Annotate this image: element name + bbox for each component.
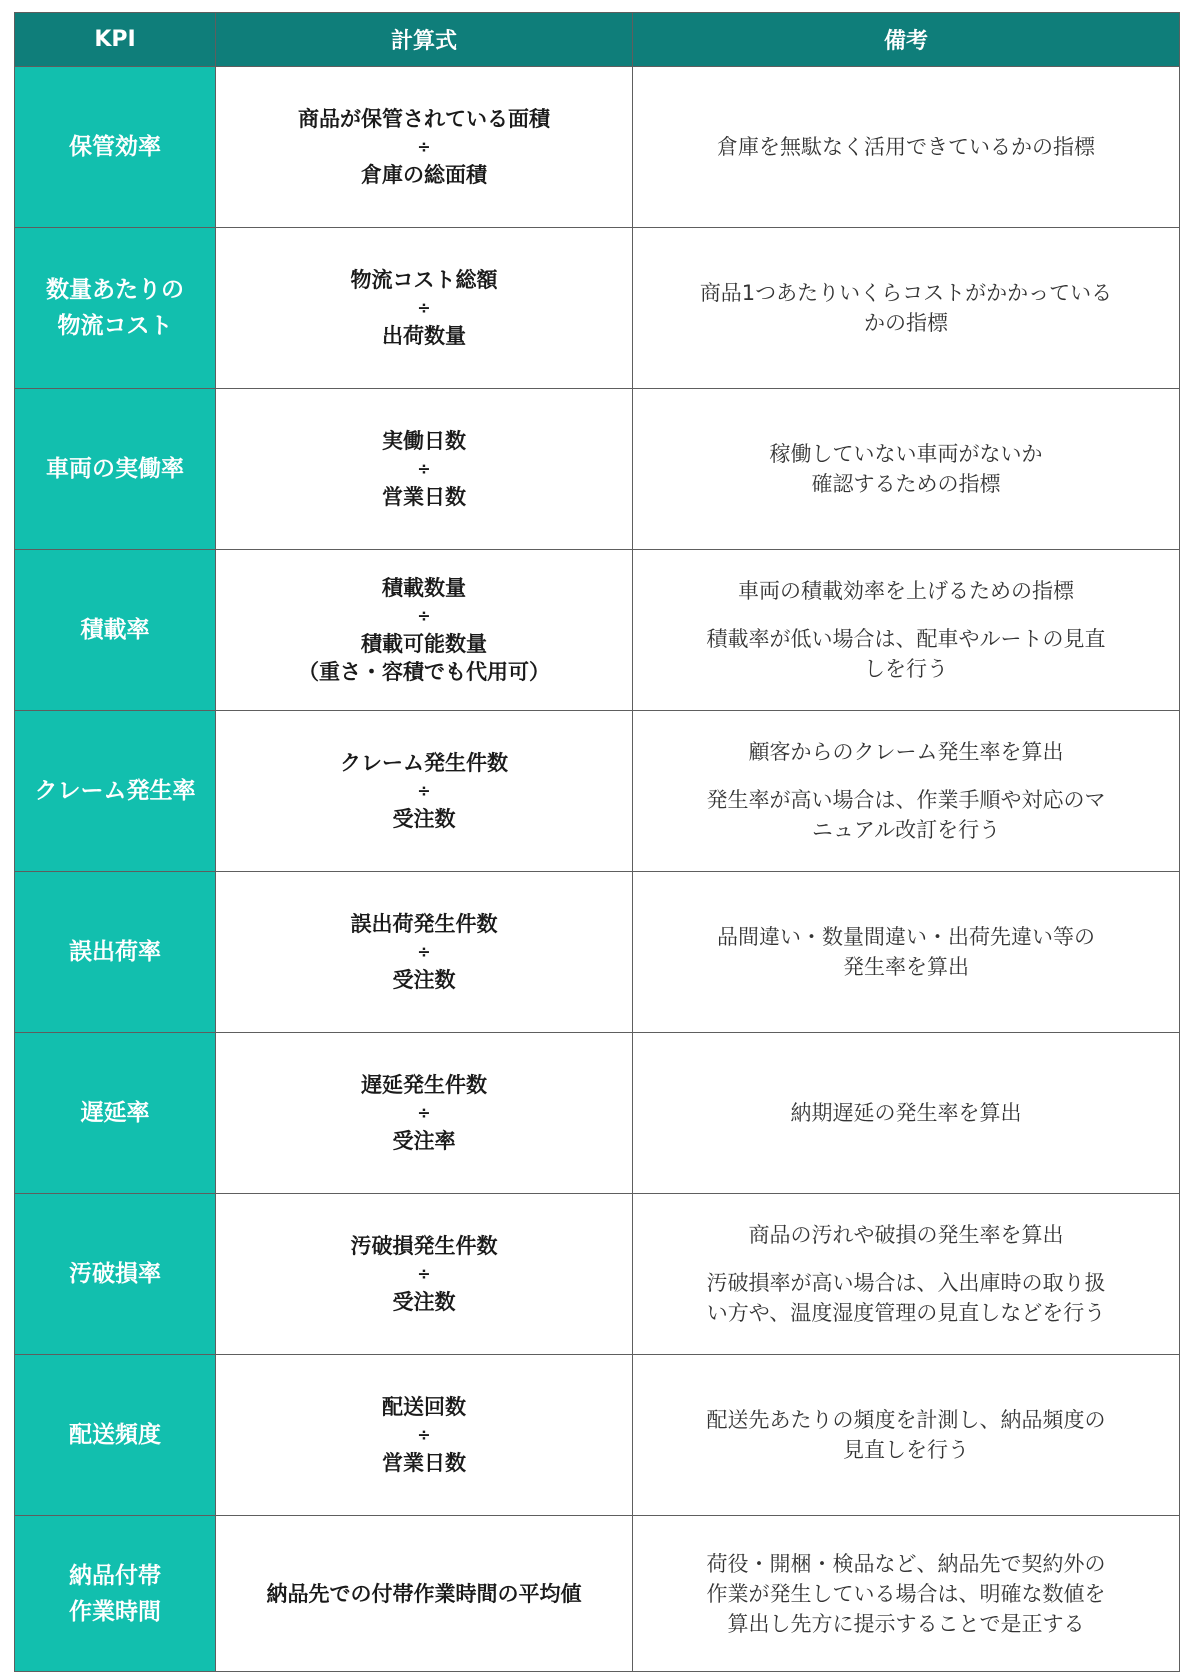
kpi-table — [14, 12, 1180, 1672]
note-paragraph: 荷役・開梱・検品など、納品先で契約外の 作業が発生している場合は、明確な数値を 算出し先方に提示することで是正する — [706, 1551, 1106, 1636]
kpi-name-cell: 積載率 — [15, 550, 216, 711]
table-row — [15, 872, 1180, 1033]
kpi-name-cell: 車両の実働率 — [15, 389, 216, 550]
divide-sign: ÷ — [417, 137, 431, 156]
kpi-name-cell: 遅延率 — [15, 1033, 216, 1194]
divide-sign: ÷ — [417, 1264, 431, 1283]
formula-denominator: 積載可能数量 （重さ・容積でも代用可） — [298, 632, 550, 684]
note-cell — [633, 1033, 1180, 1194]
table-row — [15, 550, 1180, 711]
formula-cell — [216, 711, 633, 872]
formula-numerator: 実働日数 — [382, 429, 466, 453]
formula-cell — [216, 1355, 633, 1516]
note-paragraph: 顧客からのクレーム発生率を算出 — [748, 740, 1064, 764]
divide-sign: ÷ — [417, 942, 431, 961]
divide-sign: ÷ — [417, 298, 431, 317]
kpi-name-cell: 配送頻度 — [15, 1355, 216, 1516]
note-cell — [633, 1516, 1180, 1672]
note-cell — [633, 67, 1180, 228]
note-paragraph: 車両の積載効率を上げるための指標 — [738, 579, 1074, 603]
kpi-name-cell: 誤出荷率 — [15, 872, 216, 1033]
formula-numerator: 汚破損発生件数 — [350, 1234, 498, 1258]
table-body — [15, 67, 1180, 1672]
kpi-name-cell: 数量あたりの 物流コスト — [15, 228, 216, 389]
divide-sign: ÷ — [417, 781, 431, 800]
table-row — [15, 1355, 1180, 1516]
note-cell — [633, 872, 1180, 1033]
formula-cell — [216, 872, 633, 1033]
table-row — [15, 1033, 1180, 1194]
formula-cell — [216, 228, 633, 389]
note-paragraph: 発生率が高い場合は、作業手順や対応のマ ニュアル改訂を行う — [706, 788, 1106, 842]
table-row — [15, 1516, 1180, 1672]
header-note: 備考 — [633, 13, 1180, 67]
formula-numerator: 物流コスト総額 — [350, 268, 498, 292]
formula-numerator: 配送回数 — [382, 1395, 466, 1419]
divide-sign: ÷ — [417, 1103, 431, 1122]
formula-denominator: 営業日数 — [382, 485, 466, 509]
note-cell — [633, 389, 1180, 550]
formula-numerator: 誤出荷発生件数 — [350, 912, 498, 936]
header-kpi: KPI — [15, 13, 216, 67]
note-paragraph: 汚破損率が高い場合は、入出庫時の取り扱 い方や、温度湿度管理の見直しなどを行う — [706, 1271, 1106, 1325]
kpi-name-cell: 納品付帯 作業時間 — [15, 1516, 216, 1672]
note-paragraph: 配送先あたりの頻度を計測し、納品頻度の 見直しを行う — [706, 1408, 1106, 1462]
table-row — [15, 1194, 1180, 1355]
formula-denominator: 受注数 — [392, 968, 456, 992]
formula-denominator: 受注数 — [392, 807, 456, 831]
note-cell — [633, 550, 1180, 711]
note-cell — [633, 711, 1180, 872]
formula-denominator: 受注率 — [392, 1129, 456, 1153]
divide-sign: ÷ — [417, 1425, 431, 1444]
table-row — [15, 389, 1180, 550]
formula-numerator: 納品先での付帯作業時間の平均値 — [266, 1581, 582, 1606]
note-cell — [633, 1355, 1180, 1516]
note-paragraph: 商品の汚れや破損の発生率を算出 — [748, 1223, 1064, 1247]
note-cell — [633, 1194, 1180, 1355]
formula-numerator: 商品が保管されている面積 — [298, 107, 550, 131]
note-paragraph: 稼働していない車両がないか 確認するための指標 — [769, 442, 1043, 496]
formula-cell — [216, 1033, 633, 1194]
formula-numerator: 積載数量 — [382, 576, 466, 600]
note-paragraph: 倉庫を無駄なく活用できているかの指標 — [717, 135, 1095, 159]
formula-denominator: 営業日数 — [382, 1451, 466, 1475]
formula-denominator: 倉庫の総面積 — [361, 163, 487, 187]
formula-numerator: 遅延発生件数 — [361, 1073, 487, 1097]
formula-cell — [216, 1194, 633, 1355]
note-cell — [633, 228, 1180, 389]
formula-cell — [216, 389, 633, 550]
formula-cell — [216, 67, 633, 228]
table-row — [15, 711, 1180, 872]
note-paragraph: 品間違い・数量間違い・出荷先違い等の 発生率を算出 — [717, 925, 1095, 979]
formula-numerator: クレーム発生件数 — [340, 751, 508, 775]
note-paragraph: 商品1つあたりいくらコストがかかっている かの指標 — [699, 281, 1113, 335]
kpi-name-cell: クレーム発生率 — [15, 711, 216, 872]
formula-denominator: 出荷数量 — [382, 324, 466, 348]
header-formula: 計算式 — [216, 13, 633, 67]
divide-sign: ÷ — [417, 606, 431, 625]
kpi-name-cell: 保管効率 — [15, 67, 216, 228]
table-header — [15, 13, 1180, 67]
note-paragraph: 積載率が低い場合は、配車やルートの見直 しを行う — [706, 627, 1106, 681]
table-row — [15, 228, 1180, 389]
divide-sign: ÷ — [417, 459, 431, 478]
note-paragraph: 納期遅延の発生率を算出 — [790, 1101, 1022, 1125]
kpi-name-cell: 汚破損率 — [15, 1194, 216, 1355]
formula-cell — [216, 1516, 633, 1672]
header-row — [15, 13, 1180, 67]
formula-cell — [216, 550, 633, 711]
table-row — [15, 67, 1180, 228]
formula-denominator: 受注数 — [392, 1290, 456, 1314]
